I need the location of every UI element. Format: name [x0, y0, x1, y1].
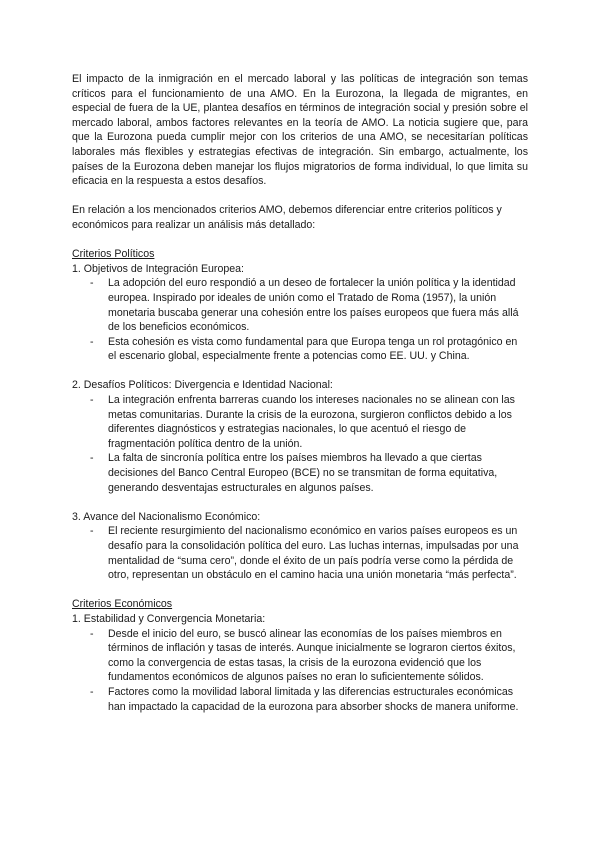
- list-item: - Factores como la movilidad laboral limitada y las diferencias estructurales económicas han impactado la capacidad de la eurozona para absorber shocks de manera uniforme.: [72, 685, 528, 714]
- economic-item-1-heading: 1. Estabilidad y Convergencia Monetaria:: [72, 612, 266, 625]
- list-item: - El reciente resurgimiento del nacionalismo económico en varios países europeos es un desafío para la consolidación política del euro. Las luchas internas, impulsadas por una mentalidad de “suma cero”, donde el éxito de un país podría verse como la pérdida de otro, representan un obstáculo en el camino hacia una unión monetaria “más perfecta”.: [72, 524, 528, 582]
- list-item: - Esta cohesión es vista como fundamental para que Europa tenga un rol protagónico en el escenario global, especialmente frente a potencias como EE. UU. y China.: [72, 335, 528, 364]
- political-item-3-list: [72, 524, 528, 582]
- intro-paragraph-2: En relación a los mencionados criterios AMO, debemos diferenciar entre criterios políticos y económicos para realizar un análisis más detallado:: [72, 204, 502, 231]
- economic-item-1-list: [72, 627, 528, 715]
- list-item: - La integración enfrenta barreras cuando los intereses nacionales no se alinean con las metas comunitarias. Durante la crisis de la eurozona, surgieron conflictos debido a los diferentes diagnósticos y estrategias nacionales, lo que acentuó el riesgo de fragmentación política dentro de la unión.: [72, 393, 528, 451]
- political-item-1-list: [72, 276, 528, 364]
- political-item-2-heading: 2. Desafíos Políticos: Divergencia e Identidad Nacional:: [72, 379, 333, 392]
- section-title-political: Criterios Políticos: [72, 248, 155, 261]
- political-item-3-heading: 3. Avance del Nacionalismo Económico:: [72, 510, 261, 523]
- political-item-2-list: [72, 393, 528, 495]
- list-item: - La adopción del euro respondió a un deseo de fortalecer la unión política y la identidad europea. Inspirado por ideales de unión como el Tratado de Roma (1957), la unión monetaria buscaba generar una cohesión entre los países europeos que fuera más allá de los beneficios económicos.: [72, 276, 528, 334]
- list-item: - La falta de sincronía política entre los países miembros ha llevado a que ciertas decisiones del Banco Central Europeo (BCE) no se transmitan de forma equitativa, generando desventajas estructurales en algunos países.: [72, 451, 528, 495]
- political-item-1-heading: 1. Objetivos de Integración Europea:: [72, 262, 244, 275]
- section-title-economic: Criterios Económicos: [72, 598, 173, 611]
- document-page: [72, 72, 528, 714]
- intro-paragraph-1: El impacto de la inmigración en el mercado laboral y las políticas de integración son temas críticos para el funcionamiento de una AMO. En la Eurozona, la llegada de migrantes, en especial de fuera de la UE, plantea desafíos en términos de integración social y presión sobre el mercado laboral, ambos factores relevantes en la teoría de AMO. La noticia sugiere que, para que la Eurozona pueda cumplir mejor con los criterios de una AMO, se necesitarían políticas laborales más flexibles y estrategias efectivas de integración. Sin embargo, actualmente, los países de la Eurozona deben manejar los flujos migratorios de forma individual, lo que limita su eficacia en la respuesta a estos desafíos.: [72, 73, 528, 188]
- list-item: - Desde el inicio del euro, se buscó alinear las economías de los países miembros en términos de inflación y tasas de interés. Aunque inicialmente se lograron ciertos éxitos, como la convergencia de estas tasas, la crisis de la eurozona evidenció que los fundamentos económicos de algunos países no eran lo suficientemente sólidos.: [72, 627, 528, 685]
